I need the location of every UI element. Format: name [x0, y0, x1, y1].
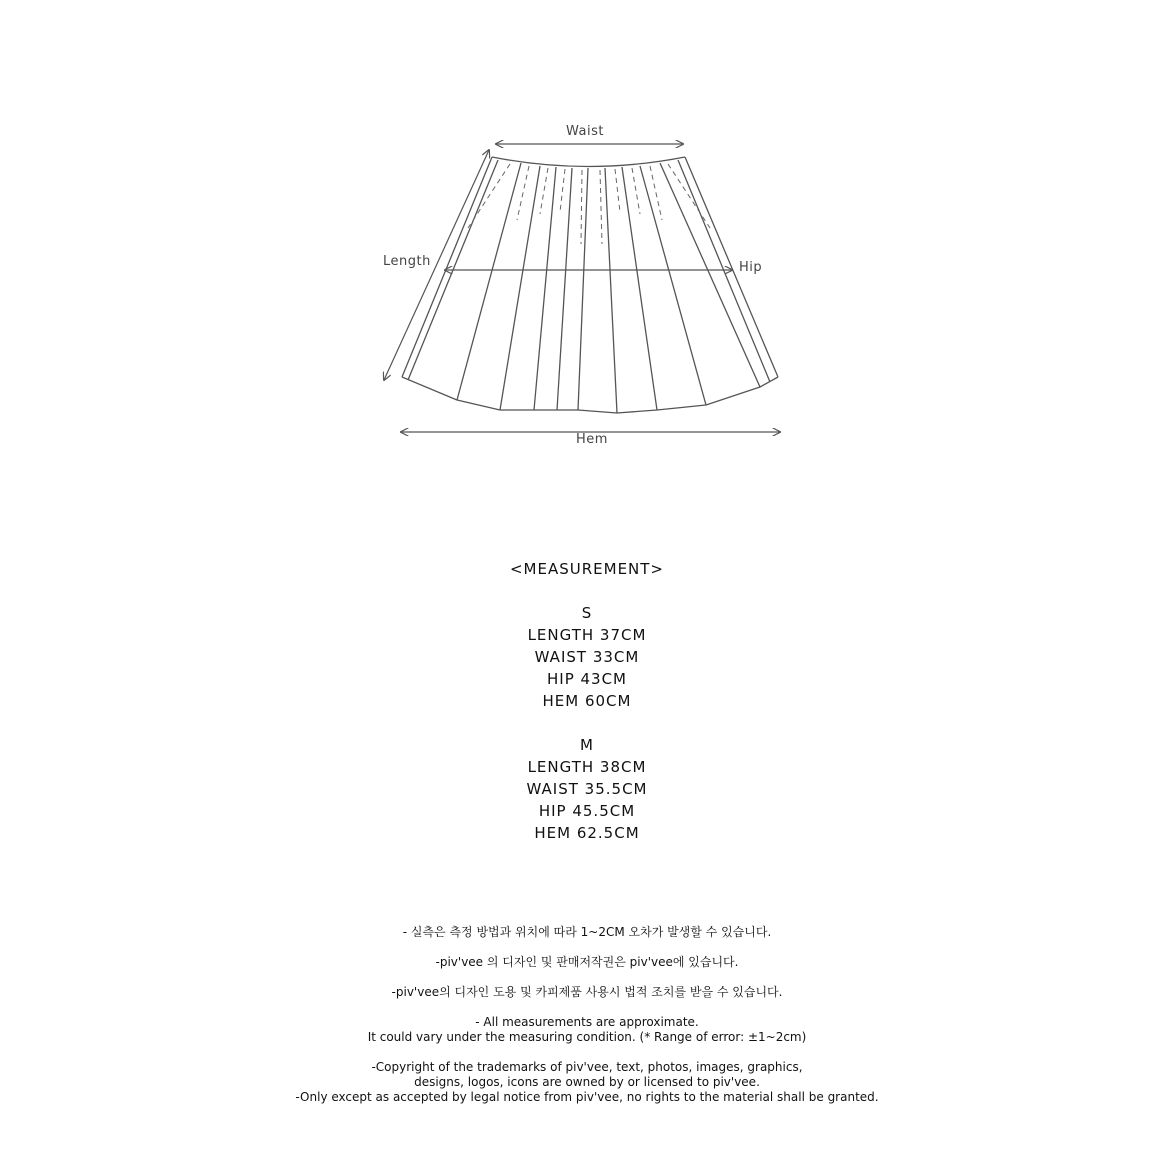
note-en-approx-2: It could vary under the measuring condition. (* Range of error: ±1~2cm) [367, 1030, 807, 1044]
size-name: S [581, 604, 593, 622]
size-hip: HIP 43CM [546, 670, 628, 688]
size-block-s [0, 602, 1174, 712]
spacer [0, 712, 1174, 734]
size-name: M [580, 736, 594, 754]
size-hem: HEM 60CM [542, 692, 632, 710]
notes-section [0, 925, 1174, 1105]
note-en-copyright-2: designs, logos, icons are owned by or licensed to piv'vee. [414, 1075, 760, 1089]
size-waist: WAIST 33CM [534, 648, 640, 666]
size-length: LENGTH 38CM [527, 758, 647, 776]
pleated-skirt-illustration [0, 0, 1174, 470]
size-waist: WAIST 35.5CM [526, 780, 648, 798]
note-ko-error: - 실측은 측정 방법과 위치에 따라 1~2CM 오차가 발생할 수 있습니다. [402, 925, 772, 939]
note-ko-legal: -piv'vee의 디자인 도용 및 카피제품 사용시 법적 조치를 받을 수 있습니다. [391, 985, 783, 999]
length-label: Length [383, 254, 431, 269]
note-en-copyright-3: -Only except as accepted by legal notice from piv'vee, no rights to the material shall be granted. [295, 1090, 879, 1104]
skirt-measurement-diagram [0, 0, 1174, 470]
size-hip: HIP 45.5CM [538, 802, 636, 820]
measurement-section [0, 558, 1174, 844]
size-hem: HEM 62.5CM [534, 824, 640, 842]
hip-label: Hip [739, 260, 763, 275]
size-block-m [0, 734, 1174, 844]
note-en-approx-1: - All measurements are approximate. [475, 1015, 699, 1029]
size-length: LENGTH 37CM [527, 626, 647, 644]
hem-label: Hem [576, 432, 608, 447]
waist-label: Waist [566, 124, 604, 139]
note-en-copyright-1: -Copyright of the trademarks of piv'vee, text, photos, images, graphics, [371, 1060, 803, 1074]
note-ko-copyright: -piv'vee 의 디자인 및 판매저작권은 piv'vee에 있습니다. [435, 955, 739, 969]
skirt-right-edge [685, 157, 778, 377]
measurement-heading: <MEASUREMENT> [509, 560, 665, 578]
